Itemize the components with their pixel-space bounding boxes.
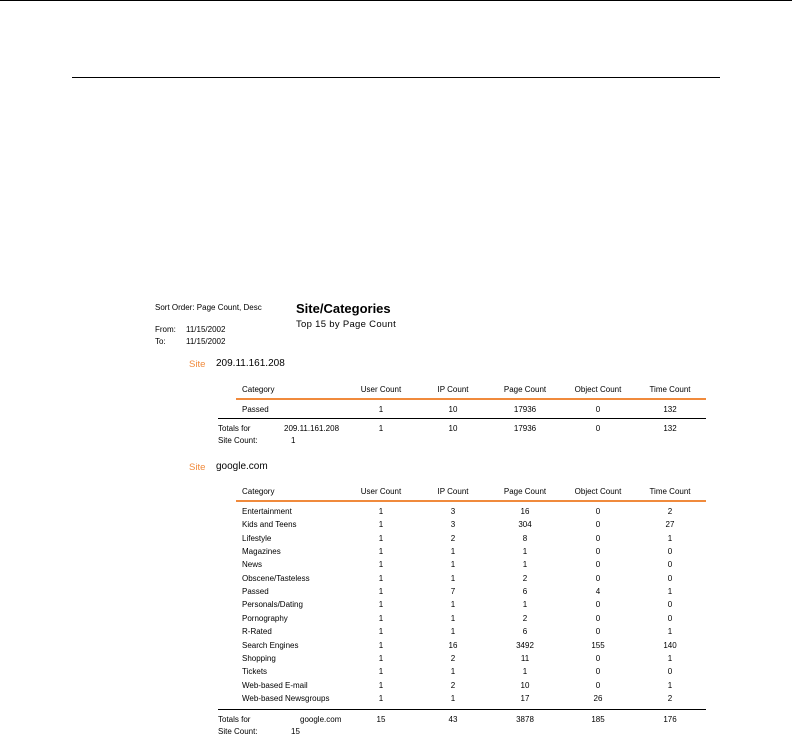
table-row [236,560,706,573]
cell-page-count: 16 [520,507,530,516]
cell-page-count: 6 [522,627,528,637]
cell-user-count: 1 [378,693,384,703]
header-rule [72,77,720,78]
from-date: 11/15/2002 [186,325,226,334]
cell-category: Personals/Dating [242,600,303,610]
totals-user-count: 1 [378,424,384,433]
cell-time-count: 27 [665,520,675,530]
cell-time-count: 1 [667,653,673,663]
cell-user-count: 1 [378,653,384,663]
column-header-category: Category [242,385,275,394]
cell-object-count: 155 [591,640,605,650]
table-row [236,614,706,627]
cell-time-count: 0 [667,573,673,583]
totals-rule [218,418,706,419]
site-name: 209.11.161.208 [216,358,285,369]
cell-time-count: 0 [667,600,673,610]
totals-time-count: 176 [663,715,677,724]
cell-ip-count: 3 [450,507,456,516]
cell-category: Shopping [242,653,276,663]
cell-page-count: 6 [522,587,528,597]
column-header-object-count: Object Count [574,487,622,496]
cell-object-count: 0 [595,613,601,623]
cell-time-count: 2 [667,693,673,703]
site-label: Site [189,462,206,473]
column-header-time-count: Time Count [649,385,691,394]
site-label: Site [189,359,206,370]
site-name: google.com [216,461,268,472]
cell-page-count: 1 [522,600,528,610]
cell-page-count: 2 [522,573,528,583]
cell-category: Tickets [242,667,268,677]
column-header-ip-count: IP Count [437,487,469,496]
site-count-value: 15 [291,727,300,736]
cell-user-count: 1 [378,600,384,610]
cell-object-count: 0 [595,547,601,557]
header-underline [236,500,706,502]
cell-time-count: 1 [667,587,673,597]
table-header [236,385,706,399]
cell-page-count: 17936 [513,405,537,414]
site-count-value: 1 [291,436,296,445]
totals-rule [218,709,706,710]
column-header-page-count: Page Count [503,385,547,394]
cell-page-count: 11 [520,653,530,663]
totals-user-count: 15 [376,715,386,724]
cell-user-count: 1 [378,613,384,623]
cell-category: Passed [242,587,269,597]
totals-site: 209.11.161.208 [284,424,340,433]
cell-ip-count: 7 [450,587,456,597]
column-header-category: Category [242,487,275,496]
cell-page-count: 1 [522,560,528,570]
report-subtitle: Top 15 by Page Count [296,319,397,330]
cell-time-count: 1 [667,627,673,637]
cell-time-count: 1 [667,533,673,543]
totals-ip-count: 43 [448,715,458,724]
table-row [236,547,706,560]
totals-label: Totals for [218,424,251,433]
cell-object-count: 4 [595,587,601,597]
cell-object-count: 0 [595,667,601,677]
cell-object-count: 0 [595,680,601,690]
header-underline [236,398,706,400]
cell-user-count: 1 [378,547,384,557]
table-header [236,487,706,501]
cell-ip-count: 16 [448,640,458,650]
cell-object-count: 0 [595,520,601,530]
cell-object-count: 0 [595,600,601,610]
to-label: To: [155,337,166,346]
cell-object-count: 0 [595,653,601,663]
cell-ip-count: 1 [450,627,456,637]
cell-ip-count: 2 [450,533,456,543]
cell-time-count: 0 [667,560,673,570]
cell-category: Search Engines [242,640,299,650]
table-row [236,667,706,680]
cell-ip-count: 10 [448,405,458,414]
cell-time-count: 1 [667,680,673,690]
totals-page-count: 3878 [516,715,534,724]
cell-user-count: 1 [378,667,384,677]
cell-object-count: 0 [595,627,601,637]
cell-ip-count: 3 [450,520,456,530]
cell-category: Entertainment [242,507,292,516]
cell-ip-count: 1 [450,613,456,623]
cell-time-count: 140 [663,640,677,650]
cell-object-count: 0 [595,507,601,516]
column-header-user-count: User Count [360,385,402,394]
report-title: Site/Categories [296,301,391,316]
cell-user-count: 1 [378,533,384,543]
table-row [236,405,706,418]
site-count-row [218,727,688,740]
cell-category: Passed [242,405,269,414]
cell-ip-count: 1 [450,693,456,703]
cell-object-count: 0 [595,533,601,543]
cell-time-count: 0 [667,613,673,623]
table-row [236,507,706,520]
cell-object-count: 0 [595,405,601,414]
totals-page-count: 17936 [513,424,537,433]
table-row [236,600,706,613]
cell-time-count: 2 [667,507,673,516]
cell-ip-count: 1 [450,573,456,583]
cell-user-count: 1 [378,587,384,597]
table-row [236,694,706,707]
table-row [236,520,706,533]
table-row [236,654,706,667]
cell-category: Lifestyle [242,533,272,543]
page-top-border [0,0,792,1]
cell-category: Kids and Teens [242,520,297,530]
cell-time-count: 0 [667,667,673,677]
cell-time-count: 132 [663,405,677,414]
cell-object-count: 0 [595,560,601,570]
column-header-ip-count: IP Count [437,385,469,394]
cell-page-count: 8 [522,533,528,543]
cell-page-count: 304 [518,520,532,530]
site-count-row [218,436,688,449]
totals-ip-count: 10 [448,424,458,433]
table-row [236,534,706,547]
cell-category: Magazines [242,547,281,557]
column-header-time-count: Time Count [649,487,691,496]
cell-ip-count: 1 [450,547,456,557]
table-row [236,641,706,654]
cell-category: Pornography [242,613,288,623]
site-count-label: Site Count: [218,727,258,736]
totals-object-count: 185 [591,715,605,724]
cell-ip-count: 1 [450,560,456,570]
cell-category: Web-based Newsgroups [242,693,330,703]
cell-page-count: 2 [522,613,528,623]
cell-user-count: 1 [378,560,384,570]
cell-time-count: 0 [667,547,673,557]
table-row [236,574,706,587]
cell-user-count: 1 [378,640,384,650]
from-label: From: [155,325,176,334]
column-header-page-count: Page Count [503,487,547,496]
cell-user-count: 1 [378,520,384,530]
cell-page-count: 10 [520,680,530,690]
sort-order: Sort Order: Page Count, Desc [155,303,262,312]
cell-page-count: 1 [522,667,528,677]
cell-user-count: 1 [378,405,384,414]
totals-site: google.com [300,715,342,724]
cell-category: R-Rated [242,627,272,637]
cell-ip-count: 2 [450,680,456,690]
cell-ip-count: 1 [450,667,456,677]
cell-user-count: 1 [378,573,384,583]
cell-category: Web-based E-mail [242,680,308,690]
column-header-object-count: Object Count [574,385,622,394]
totals-object-count: 0 [595,424,601,433]
totals-time-count: 132 [663,424,677,433]
cell-page-count: 1 [522,547,528,557]
to-date: 11/15/2002 [186,337,226,346]
cell-object-count: 26 [593,693,603,703]
cell-user-count: 1 [378,627,384,637]
cell-user-count: 1 [378,507,384,516]
cell-user-count: 1 [378,680,384,690]
cell-category: Obscene/Tasteless [242,573,310,583]
table-row [236,681,706,694]
column-header-user-count: User Count [360,487,402,496]
table-row [236,627,706,640]
cell-ip-count: 2 [450,653,456,663]
table-row [236,587,706,600]
cell-object-count: 0 [595,573,601,583]
cell-ip-count: 1 [450,600,456,610]
cell-page-count: 17 [520,693,530,703]
cell-page-count: 3492 [516,640,534,650]
site-count-label: Site Count: [218,436,258,445]
totals-label: Totals for [218,715,251,724]
cell-category: News [242,560,263,570]
